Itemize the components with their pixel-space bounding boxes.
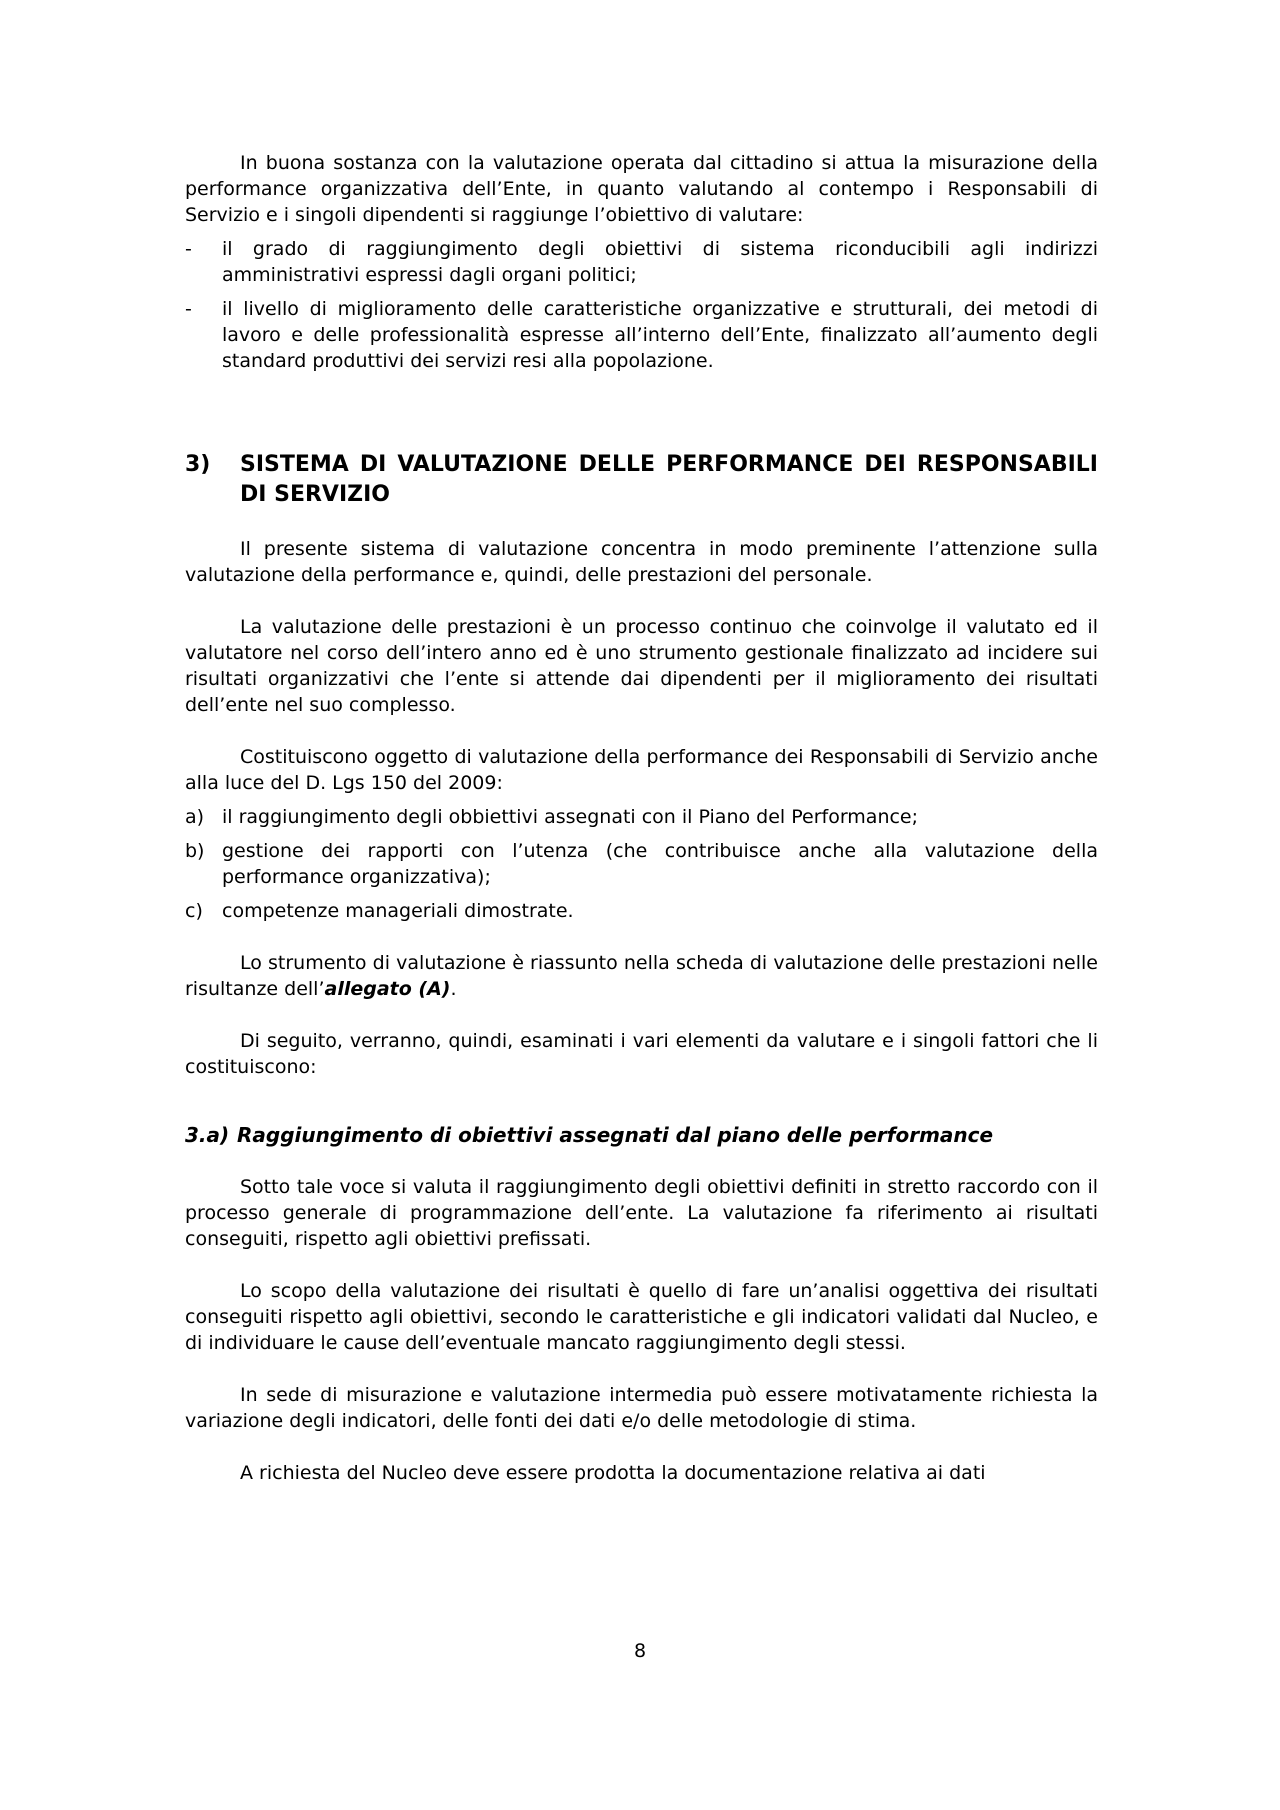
list-item-text: il raggiungimento degli obbiettivi assegnati con il Piano del Performance;: [222, 806, 919, 828]
subsection-heading-text: Raggiungimento di obiettivi assegnati dal piano delle performance: [237, 1123, 994, 1147]
letter-list-item: [185, 804, 1098, 830]
subsection-heading: [185, 1122, 1098, 1148]
page-content: [185, 150, 1098, 1486]
letter-list-item: [185, 898, 1098, 924]
paragraph: A richiesta del Nucleo deve essere prodotta la documentazione relativa ai dati: [240, 1462, 986, 1484]
paragraph-allegato-before: Lo strumento di valutazione è riassunto nella scheda di valutazione delle prestazioni nelle risultanze dell’: [185, 952, 1098, 1000]
paragraph: Il presente sistema di valutazione concentra in modo preminente l’attenzione sulla valutazione della performance e, quindi, delle prestazioni del personale.: [185, 538, 1098, 586]
paragraph: Sotto tale voce si valuta il raggiungimento degli obiettivi definiti in stretto raccordo con il processo generale di programmazione dell’ente. La valutazione fa riferimento ai risultati conseguiti, rispetto agli obiettivi prefissati.: [185, 1176, 1098, 1250]
page-number: 8: [633, 1640, 647, 1662]
allegato-reference: allegato (A): [324, 978, 451, 1000]
list-item-text: competenze manageriali dimostrate.: [222, 900, 574, 922]
subsection-heading-number: 3.a): [185, 1123, 230, 1147]
list-dash-marker: -: [185, 238, 192, 260]
paragraph-allegato-after: .: [450, 978, 457, 1000]
paragraph: Costituiscono oggetto di valutazione della performance dei Responsabili di Servizio anche alla luce del D. Lgs 150 del 2009:: [185, 746, 1098, 794]
list-letter-marker: b): [185, 840, 205, 862]
list-letter-marker: a): [185, 806, 205, 828]
list-letter-marker: c): [185, 900, 203, 922]
list-item-text: gestione dei rapporti con l’utenza (che contribuisce anche alla valutazione della performance organizzativa);: [222, 840, 1098, 888]
section-heading: [185, 450, 1098, 510]
paragraph: Lo scopo della valutazione dei risultati è quello di fare un’analisi oggettiva dei risultati conseguiti rispetto agli obiettivi, secondo le caratteristiche e gli indicatori validati dal Nucleo, e di individuare le cause dell’eventuale mancato raggiungimento degli stessi.: [185, 1280, 1098, 1354]
list-item-text: il grado di raggiungimento degli obiettivi di sistema riconducibili agli indirizzi amministrativi espressi dagli organi politici;: [222, 238, 1098, 286]
paragraph: La valutazione delle prestazioni è un processo continuo che coinvolge il valutato ed il valutatore nel corso dell’intero anno ed è uno strumento gestionale finalizzato ad incidere sui risultati organizzativi che l’ente si attende dai dipendenti per il miglioramento dei risultati dell’ente nel suo complesso.: [185, 616, 1098, 716]
section-heading-number: 3): [185, 452, 211, 477]
list-dash-marker: -: [185, 298, 192, 320]
paragraph: Di seguito, verranno, quindi, esaminati i vari elementi da valutare e i singoli fattori che li costituiscono:: [185, 1030, 1098, 1078]
paragraph-allegato: [185, 950, 1098, 1002]
paragraph-intro: In buona sostanza con la valutazione operata dal cittadino si attua la misurazione della performance organizzativa dell’Ente, in quanto valutando al contempo i Responsabili di Servizio e i singoli dipendenti si raggiunge l’obiettivo di valutare:: [185, 152, 1098, 226]
dash-list-item: [185, 236, 1098, 288]
letter-list-item: [185, 838, 1098, 890]
list-item-text: il livello di miglioramento delle caratteristiche organizzative e strutturali, dei metodi di lavoro e delle professionalità espresse all’interno dell’Ente, finalizzato all’aumento degli standard produttivi dei servizi resi alla popolazione.: [222, 298, 1098, 372]
section-heading-text: SISTEMA DI VALUTAZIONE DELLE PERFORMANCE DEI RESPONSABILI DI SERVIZIO: [240, 452, 1098, 507]
paragraph: In sede di misurazione e valutazione intermedia può essere motivatamente richiesta la variazione degli indicatori, delle fonti dei dati e/o delle metodologie di stima.: [185, 1384, 1098, 1432]
dash-list-item: [185, 296, 1098, 374]
